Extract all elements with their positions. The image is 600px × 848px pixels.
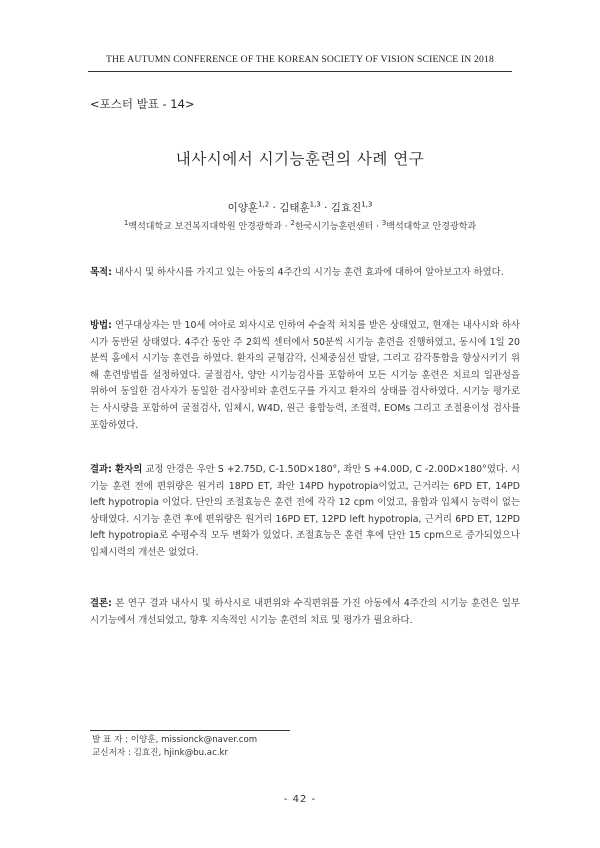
affiliation-sup: 1 — [123, 219, 129, 227]
conclusion-text: 본 연구 결과 내사시 및 하사시로 내편위와 수직편위를 가진 아동에서 4주간의 시기능 훈련은 일부 시기능에서 개선되었고, 향후 지속적인 시기능 훈련의 치료 및 평가가 필요하다. — [90, 598, 520, 626]
affiliation-sup: 2 — [290, 219, 295, 227]
footnote-divider — [90, 730, 290, 731]
author-affil-sup: 1,2 — [258, 200, 270, 209]
author-separator: · — [269, 202, 280, 214]
result-section — [90, 462, 520, 562]
affiliation-separator: · — [281, 222, 291, 232]
header-divider — [88, 71, 512, 72]
presenter-footnote: 발 표 자 : 이양훈, missionck@naver.com — [92, 735, 258, 745]
conclusion-label: 결론: — [90, 598, 112, 609]
author-list — [0, 200, 600, 215]
affiliation-text: 백석대학교 안경광학과 — [386, 222, 477, 232]
author-affil-sup: 1,3 — [361, 200, 373, 209]
author-name: 김태훈 — [279, 202, 310, 214]
affiliation-sup: 3 — [381, 219, 387, 227]
conference-header: THE AUTUMN CONFERENCE OF THE KOREAN SOCIETY OF VISION SCIENCE IN 2018 — [105, 54, 495, 65]
result-label: 결과: 환자의 — [90, 464, 143, 475]
affiliation-list — [0, 219, 600, 232]
method-text: 연구대상자는 만 10세 여아로 외사시로 인하여 수술적 처치를 받은 상태였고, 현재는 내사시와 하사시가 동반된 상태였다. 4주간 동안 주 2회씩 센터에서 50분씩 시기능 훈련을 진행하였고, 동시에 1일 20분씩 홈에서 시기능 훈련을 하였다. 환자의 균형감각, 신체중심선 발달, 그리고 감각통합을 향상시키기 위해 훈련방법을 설정하였다. 굴절검사, 양안 시기능검사를 포함하여 모든 시기능 훈련은 치료의 일관성을 위하여 동일한 검사자가 동일한 검사장비와 훈련도구를 가지고 환자의 상태를 검사하였다. 시기능 평가로는 사시량을 포함하여 굴절검사, 입체시, W4D, 원근 융합능력, 조절력, EOMs 그리고 조절용이성 검사를 포함하였다. — [90, 320, 520, 431]
purpose-section — [90, 265, 520, 282]
method-label: 방법: — [90, 320, 112, 331]
affiliation-text: 한국시기능훈련센터 — [294, 222, 374, 232]
author-name: 이양훈 — [227, 202, 259, 214]
conclusion-section — [90, 596, 520, 629]
method-section — [90, 318, 520, 434]
author-affil-sup: 1,3 — [309, 200, 321, 209]
paper-title: 내사시에서 시기능훈련의 사례 연구 — [175, 150, 425, 168]
author-name: 김효진 — [330, 202, 362, 214]
corresponding-footnote: 교신저자 : 김효진, hjink@bu.ac.kr — [92, 748, 229, 758]
result-text: 교정 안경은 우안 S +2.75D, C-1.50D×180°, 좌안 S +4.00D, C -2.00D×180°였다. 시기능 훈련 전에 편위량은 원거리 18PD ET, 좌안 14PD hypotropia이었고, 근거리는 6PD ET, 14PD left hypotropia 이었다. 단안의 조절효능은 훈련 전에 각각 12 cpm 이었고, 융합과 입체시 능력이 없는 상태였다. 시기능 훈련 후에 편위량은 원거리 16PD ET, 12PD left hypotropia, 근거리 6PD ET, 12PD left hypotropia로 수평수직 모두 변화가 있었다. 조절효능은 훈련 후에 단안 15 cpm으로 증가되었으나 입체시력의 개선은 없었다. — [90, 464, 520, 558]
purpose-label: 목적: — [90, 267, 112, 278]
purpose-text: 내사시 및 하사시를 가지고 있는 아동의 4주간의 시기능 훈련 효과에 대하여 알아보고자 하였다. — [111, 267, 504, 278]
affiliation-separator: · — [373, 222, 382, 232]
session-label: <포스터 발표 - 14> — [90, 97, 195, 111]
author-separator: · — [320, 202, 331, 214]
affiliation-text: 백석대학교 보건복지대학원 안경광학과 — [128, 222, 282, 232]
page-number: - 42 - — [283, 794, 317, 805]
